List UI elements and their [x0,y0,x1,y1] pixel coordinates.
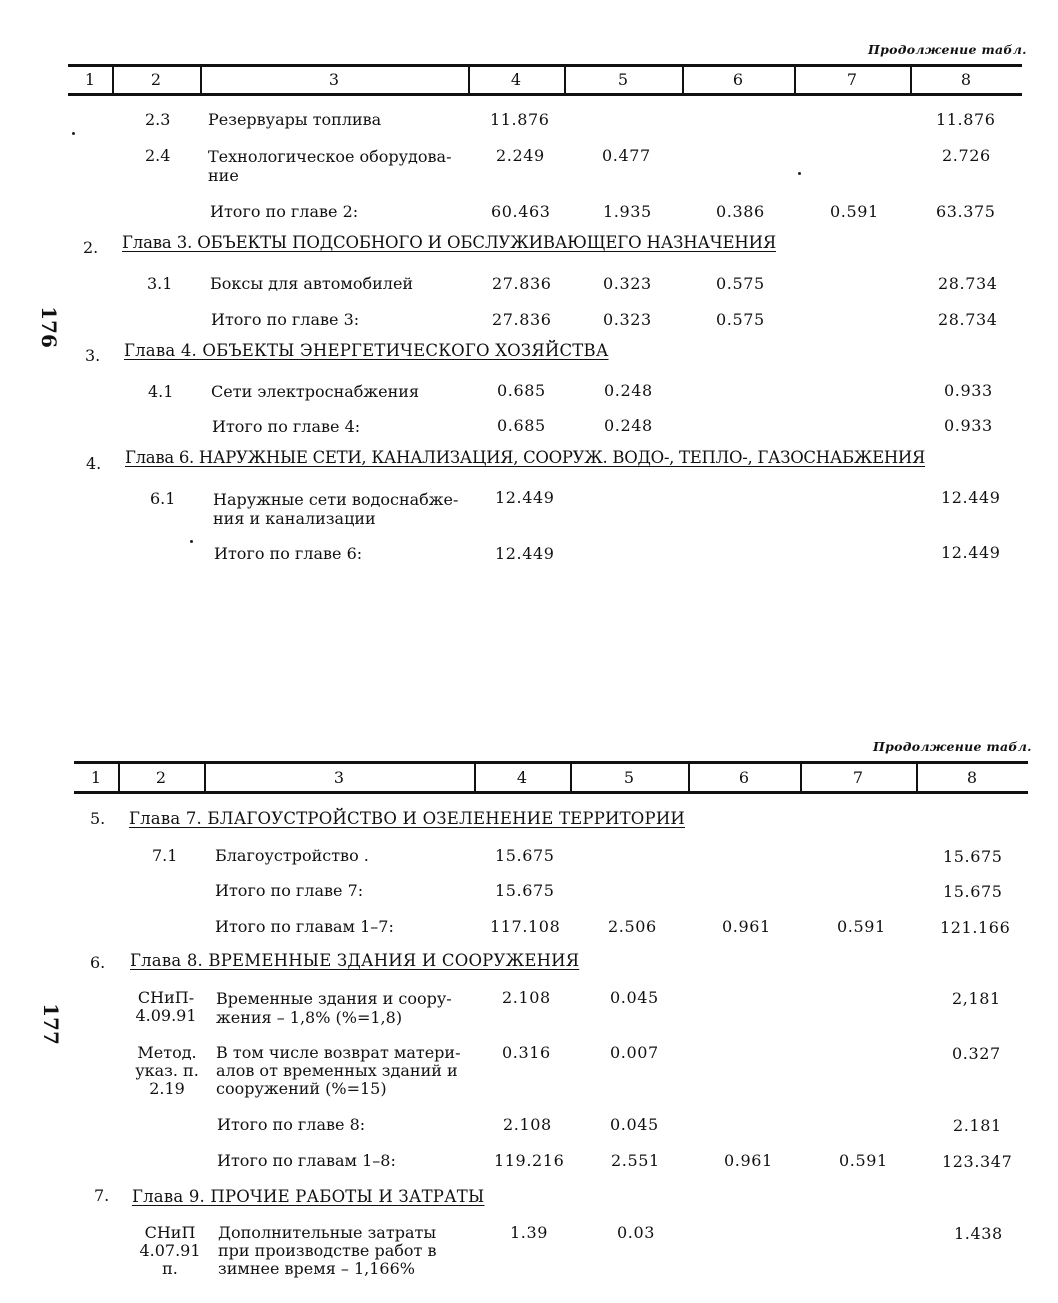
cell-col4: 117.108 [490,917,561,936]
chapter-heading: Глава 8. ВРЕМЕННЫЕ ЗДАНИЯ И СООРУЖЕНИЯ [130,951,580,970]
cell-col8: 1.438 [954,1224,1003,1243]
cell-col4: 2.108 [503,1115,552,1134]
row-code: 2.3 [145,110,171,129]
column-header: 8 [960,70,972,89]
row-name: Благоустройство . [215,846,369,865]
cell-col8: 15.675 [943,847,1003,866]
cell-col4: 0.316 [502,1043,551,1062]
subtotal-label: Итого по главе 7: [215,881,364,900]
scan-speck [72,132,75,135]
cell-col6: 0.575 [716,274,765,293]
cell-col6: 0.961 [724,1151,773,1170]
cell-col7: 0.591 [837,917,886,936]
chapter-heading: Глава 3. ОБЪЕКТЫ ПОДСОБНОГО И ОБСЛУЖИВАЮЩЕГО НАЗНАЧЕНИЯ [122,233,776,252]
row-code: 2.4 [145,146,171,165]
cell-col5: 2.506 [608,917,657,936]
chapter-heading: Глава 6. НАРУЖНЫЕ СЕТИ, КАНАЛИЗАЦИЯ, СООРУЖ. ВОДО-, ТЕПЛО-, ГАЗОСНАБЖЕНИЯ [125,448,926,467]
row-name: Дополнительные затраты при производстве работ в зимнее время – 1,166% [218,1223,437,1278]
chapter-heading: Глава 9. ПРОЧИЕ РАБОТЫ И ЗАТРАТЫ [132,1187,485,1206]
chapter-heading: Глава 4. ОБЪЕКТЫ ЭНЕРГЕТИЧЕСКОГО ХОЗЯЙСТВА [124,341,609,360]
column-header: 4 [510,70,522,89]
column-header: 2 [150,70,162,89]
continuation-label: Продолжение табл. [873,739,1032,754]
cell-col8: 63.375 [936,202,996,221]
row-code: СНиП- 4.09.91 [135,988,197,1025]
table-header [74,761,1028,794]
cell-col5: 0.045 [610,1115,659,1134]
cell-col4: 2.249 [496,146,545,165]
row-name: Сети электроснабжения [211,382,420,401]
cell-col8: 0.327 [952,1044,1001,1063]
cell-col5: 0.248 [604,381,653,400]
cell-col8: 15.675 [943,882,1003,901]
row-code: 3.1 [147,274,173,293]
cell-col4: 60.463 [491,202,551,221]
column-header: 2 [155,768,167,787]
chapter-heading: Глава 7. БЛАГОУСТРОЙСТВО И ОЗЕЛЕНЕНИЕ ТЕРРИТОРИИ [129,809,686,828]
chapter-number: 3. [85,346,101,365]
subtotal-label: Итого по главе 3: [211,310,360,329]
page-number: 176 [36,306,61,348]
scan-speck [798,172,801,175]
chapter-number: 4. [86,454,102,473]
chapter-number: 7. [94,1186,110,1205]
column-header: 4 [516,768,528,787]
cell-col6: 0.575 [716,310,765,329]
subtotal-label: Итого по главе 4: [212,417,361,436]
cell-col5: 1.935 [603,202,652,221]
cell-col6: 0.386 [716,202,765,221]
table-header [68,64,1022,96]
cell-col5: 0.007 [610,1043,659,1062]
cell-col8: 12.449 [941,543,1001,562]
cell-col4: 0.685 [497,381,546,400]
cell-col5: 0.03 [617,1223,656,1242]
cell-col5: 2.551 [611,1151,660,1170]
cell-col8: 28.734 [938,274,998,293]
cell-col4: 27.836 [492,310,552,329]
cell-col8: 0.933 [944,381,993,400]
column-header: 3 [328,70,340,89]
cell-col4: 2.108 [502,988,551,1007]
continuation-label: Продолжение табл. [868,42,1027,57]
column-header: 6 [732,70,744,89]
column-header: 5 [617,70,629,89]
row-name: Наружные сети водоснабже- ния и канализации [213,490,459,528]
cell-col7: 0.591 [839,1151,888,1170]
subtotal-label: Итого по главе 2: [210,202,359,221]
row-name: Резервуары топлива [208,110,382,129]
row-code: Метод. указ. п. 2.19 [135,1043,199,1098]
chapter-number: 6. [90,953,106,972]
column-header: 1 [84,70,96,89]
total-label: Итого по главам 1–7: [215,917,394,936]
subtotal-label: Итого по главе 8: [217,1115,366,1134]
row-name: Боксы для автомобилей [210,274,414,293]
cell-col4: 27.836 [492,274,552,293]
cell-col5: 0.248 [604,416,653,435]
total-label: Итого по главам 1–8: [217,1151,396,1170]
cell-col4: 15.675 [495,846,555,865]
subtotal-label: Итого по главе 6: [214,544,363,563]
cell-col5: 0.323 [603,274,652,293]
column-header: 1 [90,768,102,787]
column-header: 3 [333,768,345,787]
scan-speck [190,540,193,543]
cell-col4: 12.449 [495,488,555,507]
column-header: 7 [846,70,858,89]
cell-col4: 12.449 [495,544,555,563]
cell-col8: 12.449 [941,488,1001,507]
row-name: Временные здания и соору- жения – 1,8% (%=1,8) [216,989,452,1027]
column-header: 5 [623,768,635,787]
cell-col8: 11.876 [936,110,996,129]
cell-col4: 0.685 [497,416,546,435]
cell-col5: 0.045 [610,988,659,1007]
cell-col4: 1.39 [510,1223,549,1242]
chapter-number: 2. [83,238,99,257]
cell-col5: 0.477 [602,146,651,165]
cell-col6: 0.961 [722,917,771,936]
cell-col4: 15.675 [495,881,555,900]
cell-col8: 0.933 [944,416,993,435]
cell-col4: 11.876 [490,110,550,129]
cell-col8: 2,181 [952,989,1001,1008]
chapter-number: 5. [90,809,106,828]
row-name: Технологическое оборудова- ние [208,147,452,185]
column-header: 7 [852,768,864,787]
column-header: 6 [738,768,750,787]
column-header: 8 [966,768,978,787]
cell-col8: 123.347 [942,1152,1013,1171]
row-code: 7.1 [152,846,178,865]
row-code: СНиП 4.07.91 п. [139,1223,201,1278]
row-name: В том числе возврат матери- алов от временных зданий и сооружений (%=15) [216,1043,461,1098]
cell-col8: 121.166 [940,918,1011,937]
cell-col8: 28.734 [938,310,998,329]
cell-col7: 0.591 [830,202,879,221]
cell-col8: 2.181 [953,1116,1002,1135]
page-number: 177 [38,1003,63,1045]
cell-col5: 0.323 [603,310,652,329]
cell-col8: 2.726 [942,146,991,165]
row-code: 4.1 [148,382,174,401]
cell-col4: 119.216 [494,1151,565,1170]
row-code: 6.1 [150,489,176,508]
